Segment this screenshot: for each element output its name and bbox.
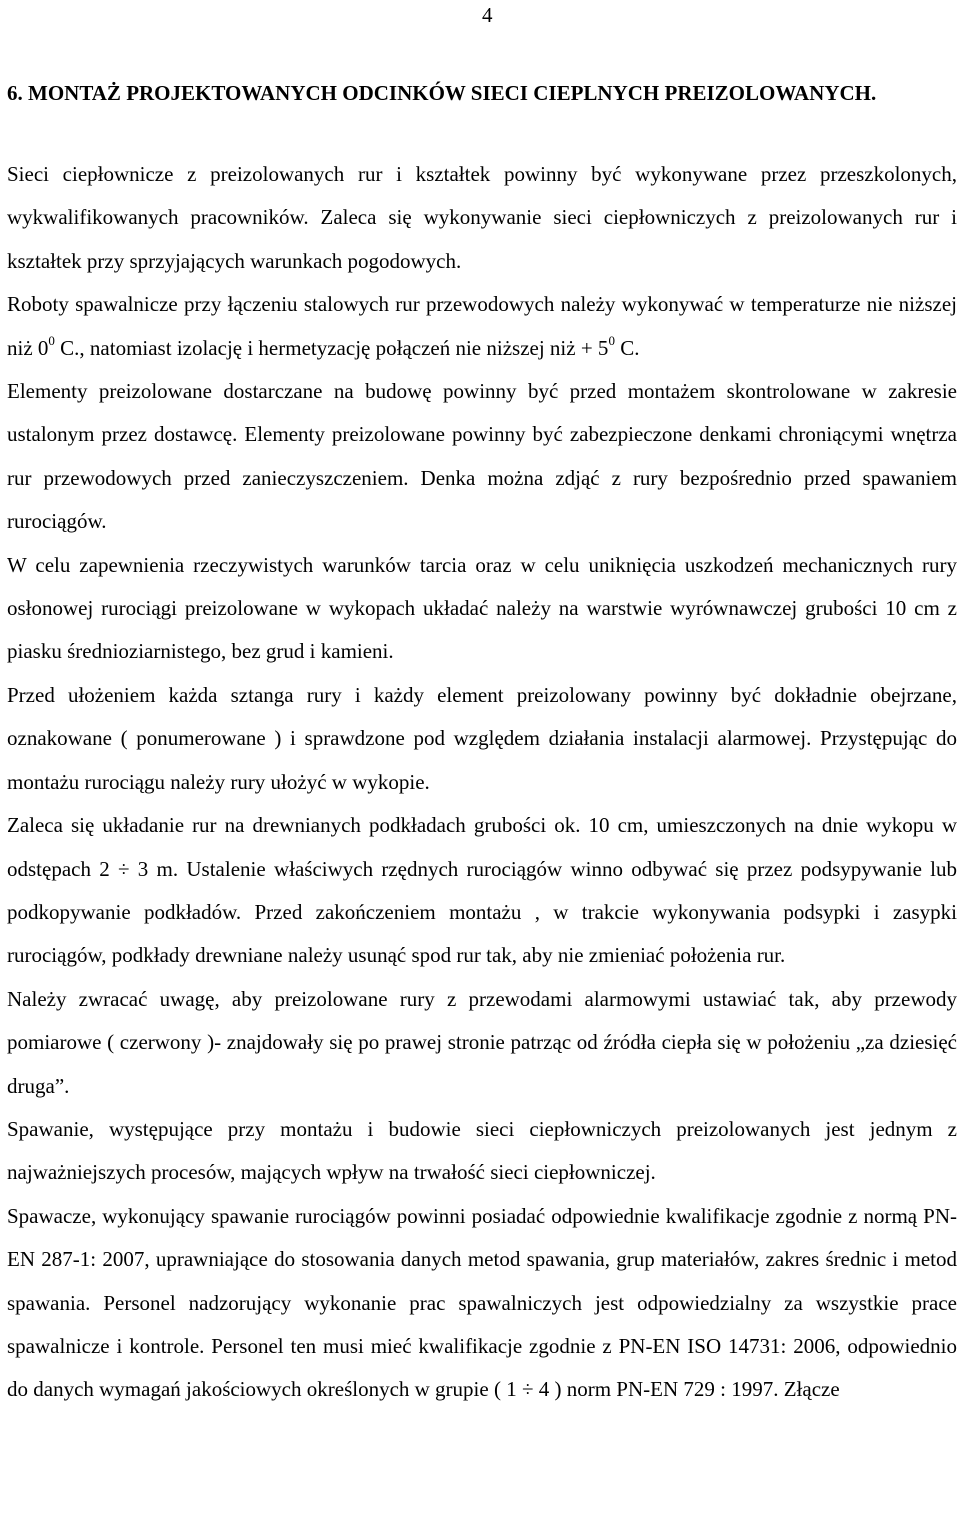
paragraph-text: Roboty spawalnicze przy łączeniu stalowych rur przewodowych należy wykonywać w temperaturze nie niższej niż 0 [7, 292, 957, 360]
paragraph: Należy zwracać uwagę, aby preizolowane rury z przewodami alarmowymi ustawiać tak, aby przewody pomiarowe ( czerwony )- znajdowały się po prawej stronie patrząc od źródła ciepła się w położeniu „za dziesięć druga”. [7, 986, 957, 1098]
paragraph: W celu zapewnienia rzeczywistych warunków tarcia oraz w celu uniknięcia uszkodzeń mechanicznych rury osłonowej rurociągi preizolowane w wykopach układać należy na warstwie wyrównawczej grubości 10 cm z piasku średnioziarnistego, bez grud i kamieni. [7, 552, 957, 664]
paragraph: Elementy preizolowane dostarczane na budowę powinny być przed montażem skontrolowane w zakresie ustalonym przez dostawcę. Elementy preizolowane powinny być zabezpieczone denkami chroniącymi wnętrza rur przewodowych przed zanieczyszczeniem. Denka można zdjąć z rury bezpośrednio przed spawaniem rurociągów. [7, 379, 957, 534]
paragraph-text: C., natomiast izolację i hermetyzację połączeń nie niższej niż + 5 [54, 335, 609, 360]
section-heading: 6. MONTAŻ PROJEKTOWANYCH ODCINKÓW SIECI CIEPLNYCH PREIZOLOWANYCH. [7, 81, 877, 105]
paragraph: Zaleca się układanie rur na drewnianych podkładach grubości ok. 10 cm, umieszczonych na dnie wykopu w odstępach 2 ÷ 3 m. Ustalenie właściwych rzędnych rurociągów winno odbywać się przez podsypywanie lub podkopywanie podkładów. Przed zakończeniem montażu , w trakcie wykonywania podsypki i zasypki rurociągów, podkłady drewniane należy usunąć spod rur tak, aby nie zmieniać położenia rur. [7, 813, 957, 968]
paragraph [7, 283, 957, 370]
paragraph-text: C. [614, 335, 640, 360]
paragraph: Spawacze, wykonujący spawanie rurociągów powinni posiadać odpowiednie kwalifikacje zgodnie z normą PN-EN 287-1: 2007, uprawniające do stosowania danych metod spawania, grup materiałów, zakres średnic i metod spawania. Personel nadzorujący wykonanie prac spawalniczych jest odpowiedzialny za wszystkie prace spawalnicze i kontrole. Personel ten musi mieć kwalifikacje zgodnie z PN-EN ISO 14731: 2006, odpowiednio do danych wymagań jakościowych określonych w grupie ( 1 ÷ 4 ) norm PN-EN 729 : 1997. Złącze [7, 1203, 957, 1402]
superscript: 0 [608, 332, 615, 348]
body-text [7, 153, 957, 1412]
paragraph: Sieci ciepłownicze z preizolowanych rur i kształtek powinny być wykonywane przez przeszkolonych, wykwalifikowanych pracowników. Zaleca się wykonywanie sieci ciepłowniczych z preizolowanych rur i kształtek przy sprzyjających warunkach pogodowych. [7, 162, 957, 273]
page-number: 4 [482, 3, 493, 27]
paragraph: Spawanie, występujące przy montażu i budowie sieci ciepłowniczych preizolowanych jest jednym z najważniejszych procesów, mających wpływ na trwałość sieci ciepłowniczej. [7, 1116, 957, 1185]
paragraph: Przed ułożeniem każda sztanga rury i każdy element preizolowany powinny być dokładnie obejrzane, oznakowane ( ponumerowane ) i sprawdzone pod względem działania instalacji alarmowej. Przystępując do montażu rurociągu należy rury ułożyć w wykopie. [7, 682, 957, 794]
superscript: 0 [48, 332, 55, 348]
